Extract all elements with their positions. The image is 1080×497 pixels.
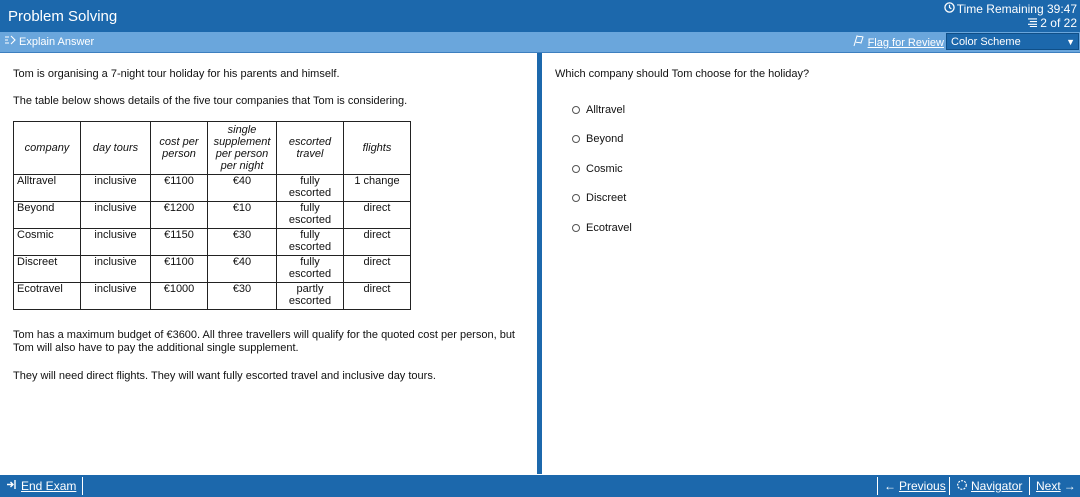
table-cell: Cosmic	[14, 229, 81, 256]
table-cell: €40	[208, 175, 277, 202]
radio-button[interactable]	[572, 135, 580, 143]
radio-button[interactable]	[572, 165, 580, 173]
navigator-button[interactable]	[950, 475, 1028, 497]
option-label[interactable]: Cosmic	[586, 162, 623, 175]
table-cell: €1200	[151, 202, 208, 229]
table-cell: inclusive	[81, 202, 151, 229]
next-label: Next	[1036, 479, 1061, 493]
list-icon	[1027, 16, 1038, 30]
option-ecotravel[interactable]	[572, 213, 632, 243]
passage-requirements: They will need direct flights. They will want fully escorted travel and inclusive day tours.	[13, 370, 436, 382]
color-scheme-label: Color Scheme	[951, 36, 1021, 48]
previous-button[interactable]	[878, 475, 952, 497]
dropdown-arrow-icon: ▼	[1066, 37, 1075, 47]
stimulus-pane	[0, 53, 537, 474]
previous-label: Previous	[899, 479, 946, 493]
flag-icon	[852, 35, 865, 50]
table-cell: inclusive	[81, 256, 151, 283]
table-cell: inclusive	[81, 283, 151, 310]
table-cell: fully escorted	[277, 256, 344, 283]
arrow-left-icon: ←	[884, 479, 896, 493]
answer-options	[572, 95, 632, 243]
question-progress[interactable]: 2 of 22	[1040, 16, 1077, 30]
table-cell: inclusive	[81, 175, 151, 202]
table-row	[14, 229, 411, 256]
option-discreet[interactable]	[572, 184, 632, 214]
table-cell: €1150	[151, 229, 208, 256]
table-cell: direct	[344, 283, 411, 310]
table-cell: fully escorted	[277, 229, 344, 256]
navigator-icon	[956, 479, 968, 494]
end-exam-label: End Exam	[21, 479, 77, 493]
option-beyond[interactable]	[572, 125, 632, 155]
top-bar	[0, 0, 1080, 32]
table-cell: €1000	[151, 283, 208, 310]
table-row	[14, 202, 411, 229]
section-title: Problem Solving	[8, 8, 118, 25]
table-row	[14, 175, 411, 202]
table-cell: €1100	[151, 256, 208, 283]
bottom-bar	[0, 475, 1080, 497]
table-cell: 1 change	[344, 175, 411, 202]
exit-icon	[6, 479, 18, 493]
end-exam-button[interactable]	[0, 475, 82, 497]
radio-button[interactable]	[572, 194, 580, 202]
table-header: company	[14, 122, 81, 175]
arrow-right-icon: →	[1063, 479, 1076, 493]
table-cell: €10	[208, 202, 277, 229]
clock-icon	[944, 2, 955, 16]
color-scheme-select[interactable]	[946, 33, 1079, 50]
table-cell: €30	[208, 229, 277, 256]
table-cell: fully escorted	[277, 175, 344, 202]
table-cell: €40	[208, 256, 277, 283]
table-cell: direct	[344, 256, 411, 283]
table-header: single supplement per person per night	[208, 122, 277, 175]
option-label[interactable]: Ecotravel	[586, 221, 632, 234]
explain-icon	[4, 35, 16, 49]
table-header: day tours	[81, 122, 151, 175]
table-cell: Ecotravel	[14, 283, 81, 310]
footer-divider	[82, 477, 83, 495]
explain-answer-label: Explain Answer	[19, 36, 95, 48]
option-cosmic[interactable]	[572, 154, 632, 184]
option-label[interactable]: Alltravel	[586, 103, 626, 116]
option-label[interactable]: Discreet	[586, 192, 627, 205]
timer-block	[944, 2, 1077, 30]
question-text: Which company should Tom choose for the holiday?	[555, 68, 810, 80]
table-cell: Beyond	[14, 202, 81, 229]
flag-for-review-button[interactable]	[852, 35, 944, 50]
tour-companies-table	[13, 121, 411, 310]
table-cell: €30	[208, 283, 277, 310]
table-cell: fully escorted	[277, 202, 344, 229]
passage-intro: Tom is organising a 7-night tour holiday for his parents and himself.	[13, 68, 340, 80]
navigator-label: Navigator	[971, 479, 1023, 493]
passage-table-intro: The table below shows details of the five tour companies that Tom is considering.	[13, 95, 408, 107]
table-header-row	[14, 122, 411, 175]
table-cell: Discreet	[14, 256, 81, 283]
table-cell: €1100	[151, 175, 208, 202]
table-cell: partly escorted	[277, 283, 344, 310]
next-button[interactable]	[1030, 475, 1080, 497]
table-header: flights	[344, 122, 411, 175]
table-cell: Alltravel	[14, 175, 81, 202]
radio-button[interactable]	[572, 224, 580, 232]
table-cell: direct	[344, 202, 411, 229]
table-header: escorted travel	[277, 122, 344, 175]
tool-bar	[0, 32, 1080, 53]
explain-answer-button[interactable]	[4, 35, 94, 49]
option-alltravel[interactable]	[572, 95, 632, 125]
table-row	[14, 283, 411, 310]
radio-button[interactable]	[572, 106, 580, 114]
time-remaining[interactable]: Time Remaining 39:47	[956, 2, 1077, 16]
table-row	[14, 256, 411, 283]
table-cell: direct	[344, 229, 411, 256]
option-label[interactable]: Beyond	[586, 133, 624, 146]
passage-budget: Tom has a maximum budget of €3600. All three travellers will qualify for the quoted cost per person, but Tom will also have to pay the additional single supplement.	[13, 329, 515, 354]
table-header: cost per person	[151, 122, 208, 175]
table-cell: inclusive	[81, 229, 151, 256]
flag-for-review-label: Flag for Review	[867, 36, 944, 49]
question-pane	[542, 53, 1080, 474]
